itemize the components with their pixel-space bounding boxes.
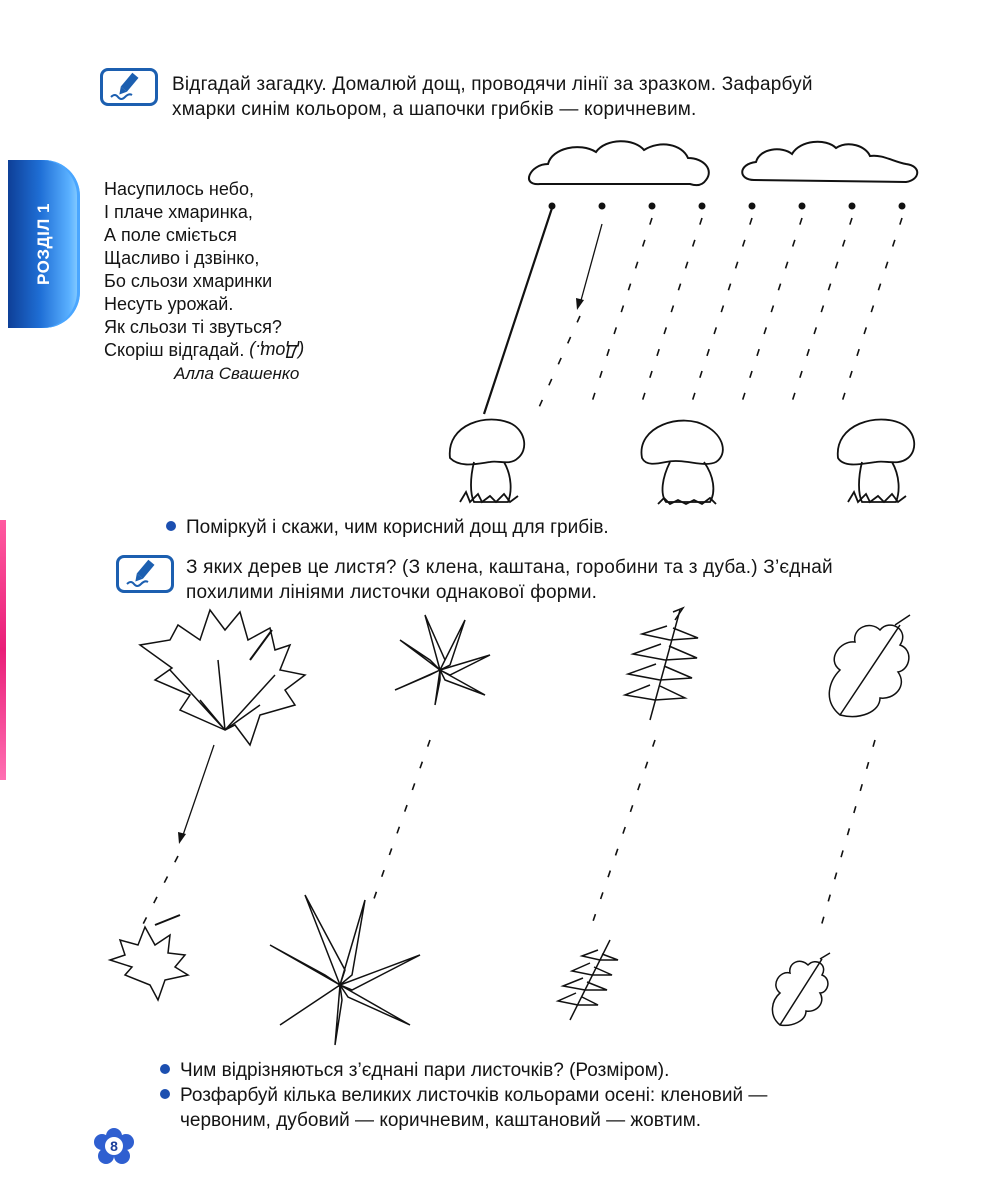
bottom-question-text: червоним, дубовий — коричневим, каштановий — жовтим. (180, 1110, 702, 1131)
riddle-poem (104, 178, 304, 385)
bullet-icon (160, 1064, 170, 1074)
page-number-badge (92, 1128, 136, 1164)
chestnut-leaf-small (395, 615, 490, 705)
rowan-leaf-small (558, 940, 618, 1020)
rain-question (166, 515, 609, 540)
bullet-icon (160, 1089, 170, 1099)
maple-leaf-large (140, 610, 305, 745)
pencil-icon (100, 68, 158, 106)
task1-instructions (172, 72, 932, 122)
oak-leaf-small (772, 953, 830, 1025)
maple-leaf-small (110, 915, 188, 1000)
leaves-illustration (100, 600, 940, 1050)
bottom-questions (160, 1058, 940, 1133)
poem-line: Бо сльози хмаринки (104, 271, 273, 291)
task2-line: З яких дерев це листя? (З клена, каштана, горобини та з дуба.) З’єднай (186, 557, 833, 578)
oak-leaf-large (829, 615, 910, 716)
mushroom-3 (838, 419, 915, 502)
mushroom-1 (450, 419, 525, 502)
task2-instructions (186, 555, 931, 605)
rain-question-text: Поміркуй і скажи, чим корисний дощ для грибів. (186, 517, 609, 538)
poem-author: Алла Свашенко (174, 364, 300, 383)
bottom-question (160, 1058, 940, 1083)
pencil-icon (116, 555, 174, 593)
rowan-leaf-large (625, 608, 698, 720)
task1-line: Відгадай загадку. Домалюй дощ, проводячи лінії за зразком. Зафарбуй (172, 74, 813, 95)
bottom-question (160, 1083, 940, 1108)
poem-line: І плаче хмаринка, (104, 202, 253, 222)
task1-line: хмарки синім кольором, а шапочки грибків — коричневим. (172, 99, 697, 120)
poem-line: Несуть урожай. (104, 294, 234, 314)
poem-line: Скоріш відгадай. (104, 340, 245, 360)
cloud-left (529, 141, 709, 185)
riddle-answer: (Дощ.) (249, 341, 305, 361)
bottom-question-text: Чим відрізняються з’єднані пари листочків? (Розміром). (180, 1060, 670, 1081)
page-edge-decoration (0, 520, 6, 780)
mushroom-2 (641, 421, 722, 504)
cloud-right (742, 142, 917, 182)
poem-line: Насупилось небо, (104, 179, 254, 199)
task2-line: похилими лініями листочки однакової форми. (186, 582, 598, 603)
bottom-question-text: Розфарбуй кілька великих листочків кольорами осені: кленовий — (180, 1085, 768, 1106)
chestnut-leaf-large (270, 895, 420, 1045)
page-number: 8 (110, 1138, 118, 1154)
section-tab-label: РОЗДІЛ 1 (34, 203, 53, 285)
section-tab (8, 160, 80, 328)
bullet-icon (166, 521, 176, 531)
poem-line: Як сльози ті звуться? (104, 317, 282, 337)
poem-line: Щасливо і дзвінко, (104, 248, 260, 268)
poem-line: А поле сміється (104, 225, 237, 245)
rain-illustration (420, 128, 940, 518)
